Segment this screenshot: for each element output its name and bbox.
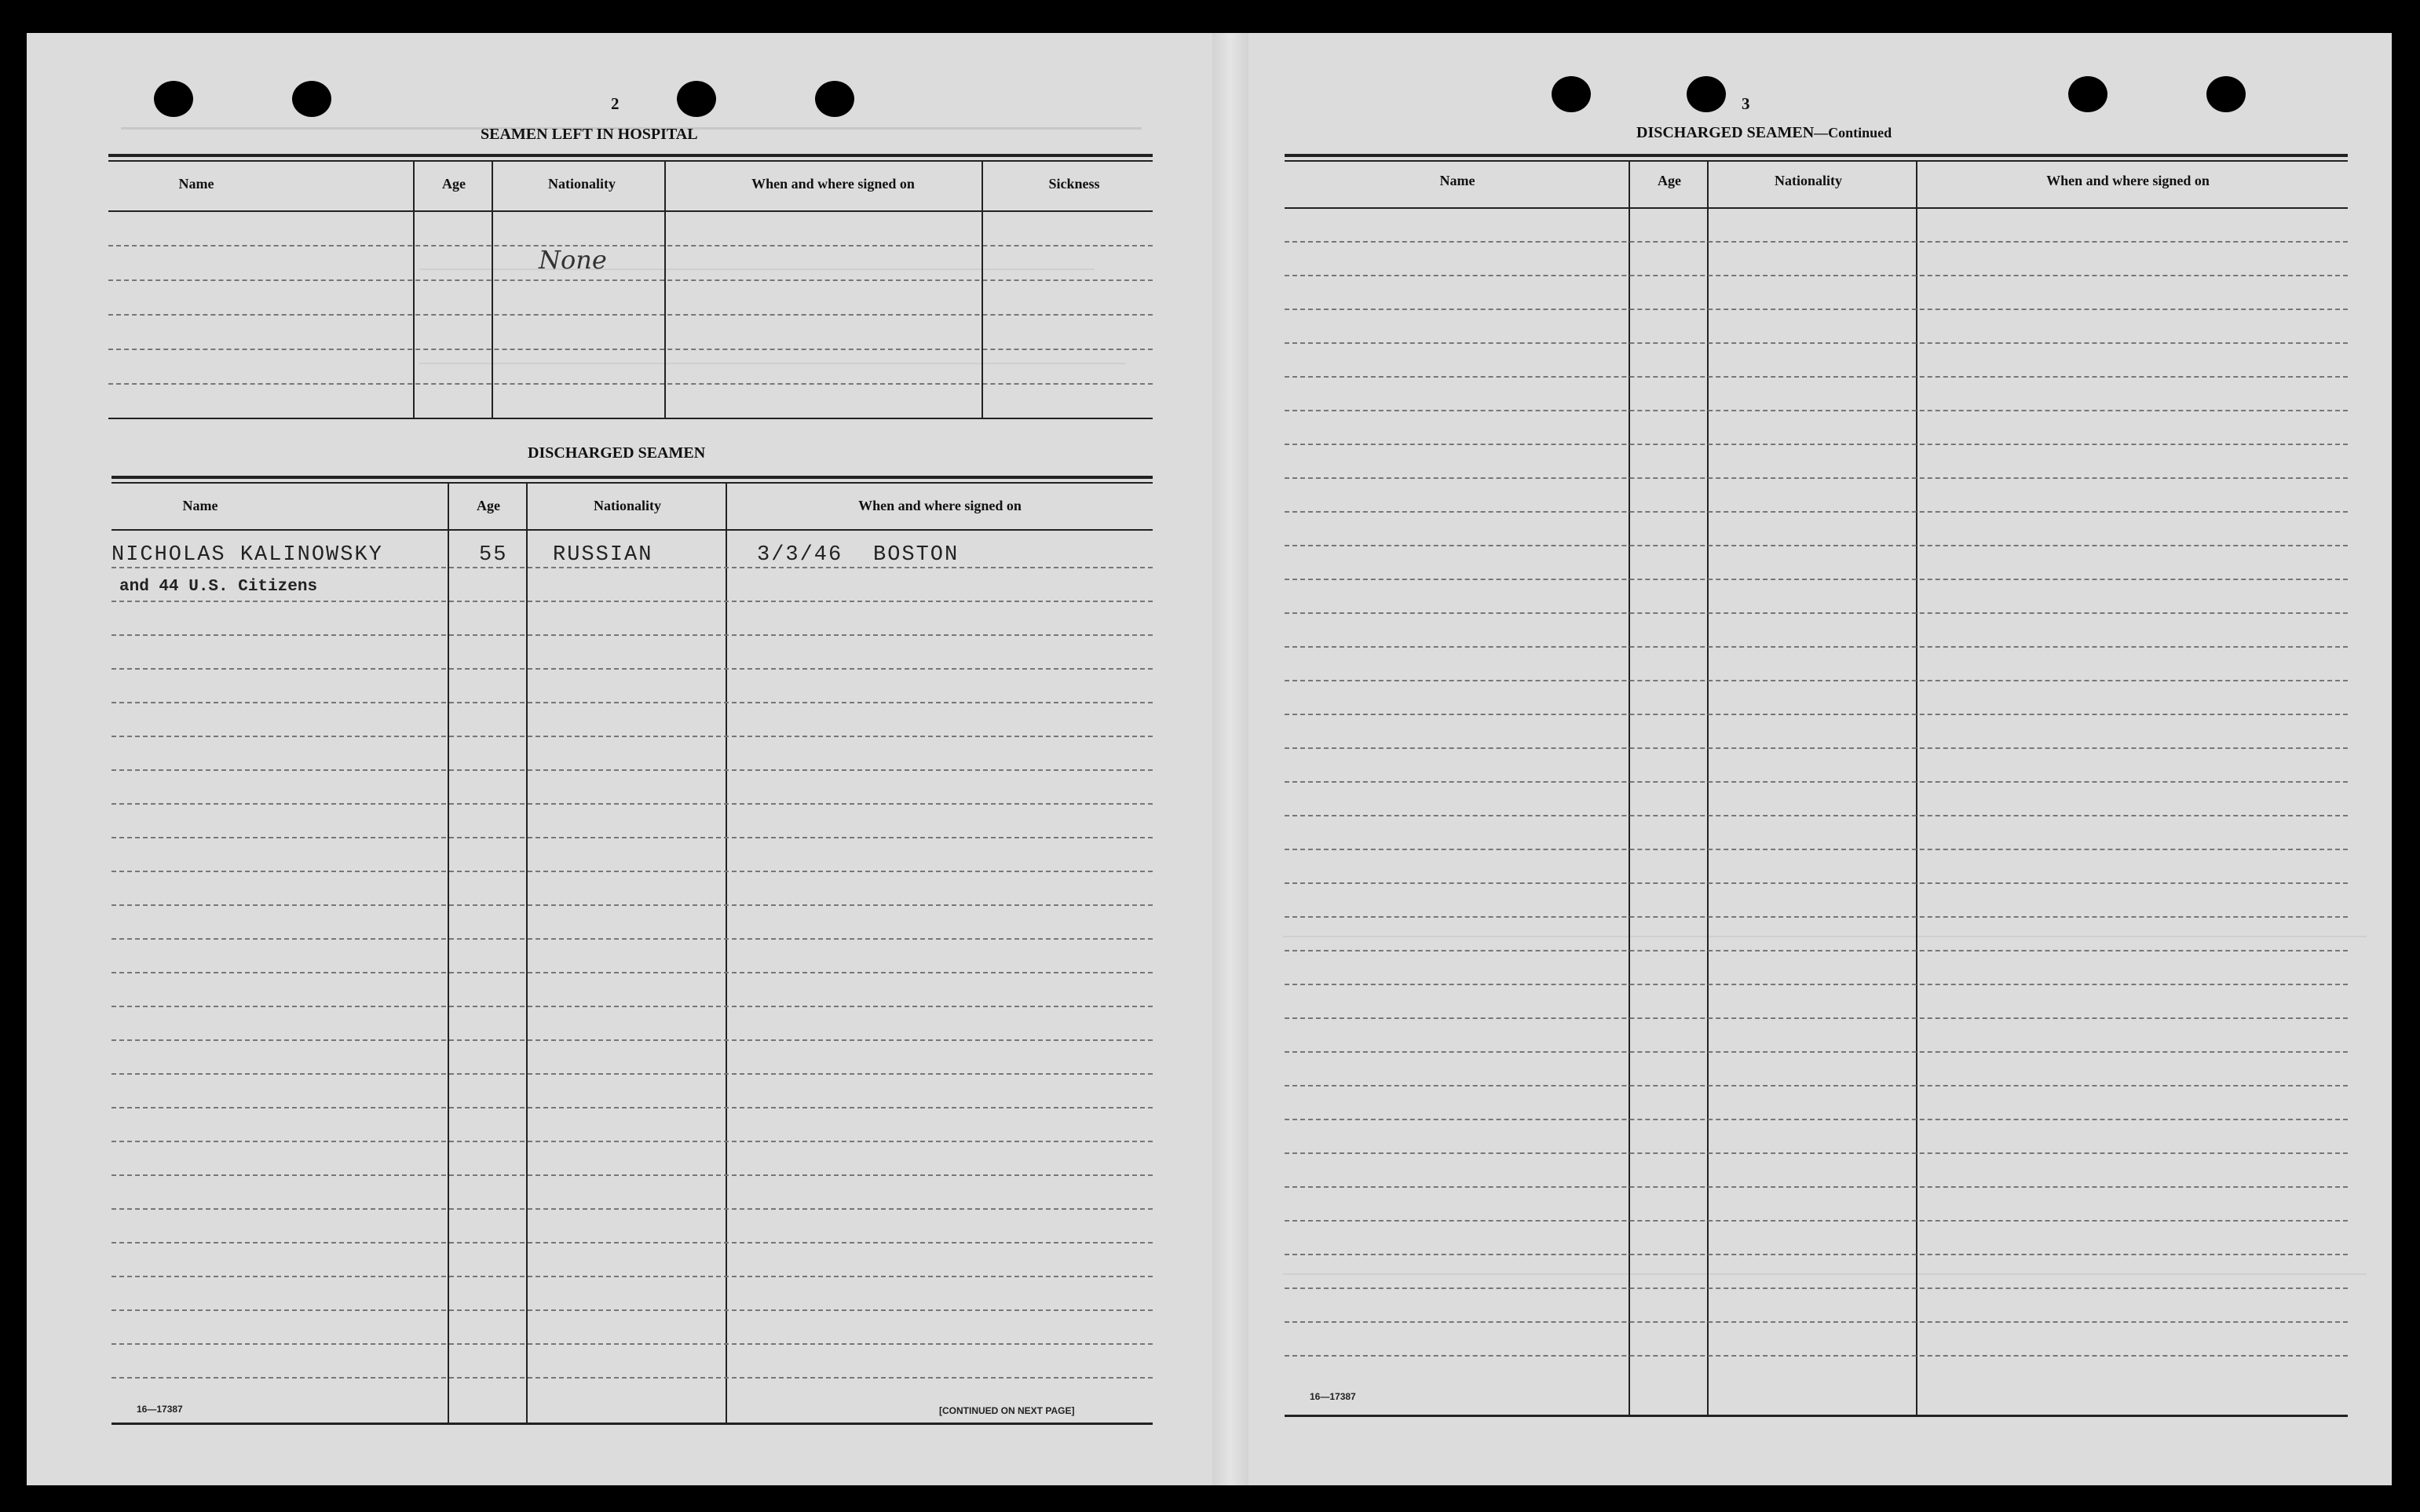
entry-line <box>1285 849 2348 850</box>
column-header-signed-on: When and where signed on <box>751 176 915 192</box>
continued-note: [CONTINUED ON NEXT PAGE] <box>939 1405 1075 1416</box>
entry-line <box>111 1276 1153 1277</box>
entry-line <box>1285 1085 2348 1087</box>
punch-hole <box>292 81 331 117</box>
rule <box>111 1423 1153 1425</box>
rule <box>108 210 1153 212</box>
entry-line <box>111 1208 1153 1210</box>
entry-line <box>111 1174 1153 1176</box>
rule <box>108 154 1153 157</box>
page-number: 3 <box>1742 94 1750 113</box>
entry-line <box>1285 781 2348 783</box>
entry-line <box>1285 444 2348 445</box>
column-header-name: Name <box>178 176 214 192</box>
entry-line <box>1285 477 2348 479</box>
column-divider <box>1707 160 1709 1416</box>
punch-hole <box>677 81 716 117</box>
punch-hole <box>154 81 193 117</box>
column-header-age: Age <box>442 176 466 192</box>
entry-line <box>111 601 1153 602</box>
punch-hole <box>2206 76 2246 112</box>
rule <box>1285 1415 2348 1417</box>
rule <box>1285 154 2348 157</box>
entry-line <box>111 702 1153 703</box>
entry-line <box>111 972 1153 973</box>
punch-hole <box>1552 76 1591 112</box>
column-divider <box>1629 160 1630 1416</box>
entry-line <box>111 634 1153 636</box>
column-header-age: Age <box>477 498 500 513</box>
entry-line <box>108 383 1153 385</box>
entry-line <box>111 668 1153 670</box>
seaman-name: NICHOLAS KALINOWSKY <box>111 543 383 567</box>
entry-line <box>111 1343 1153 1345</box>
entry-line <box>111 1309 1153 1311</box>
entry-line <box>111 904 1153 906</box>
rule <box>1285 160 2348 162</box>
entry-line <box>111 1006 1153 1007</box>
section-title-main: DISCHARGED SEAMEN <box>1636 124 1815 141</box>
entry-line <box>111 769 1153 771</box>
form-number: 16—17387 <box>1310 1391 1356 1402</box>
entry-line <box>108 349 1153 350</box>
entry-line <box>1285 511 2348 513</box>
entry-line <box>1285 1017 2348 1019</box>
entry-line <box>1285 747 2348 749</box>
section-title <box>1636 124 1892 142</box>
entry-line <box>1285 1254 2348 1255</box>
column-divider <box>492 160 493 419</box>
entry-line <box>111 803 1153 805</box>
entry-line <box>1285 1287 2348 1289</box>
entry-line <box>1285 950 2348 951</box>
column-divider <box>982 160 983 419</box>
entry-line <box>1285 275 2348 276</box>
rule <box>111 482 1153 484</box>
entry-line <box>1285 376 2348 378</box>
section-title-suffix: —Continued <box>1814 125 1892 141</box>
punch-hole <box>2068 76 2107 112</box>
entry-line <box>108 314 1153 316</box>
column-header-nationality: Nationality <box>547 176 616 192</box>
entry-line <box>111 1107 1153 1108</box>
column-header-sickness: Sickness <box>1048 176 1100 192</box>
column-header-nationality: Nationality <box>593 498 661 513</box>
seaman-nationality: RUSSIAN <box>553 543 653 567</box>
column-header-signed-on: When and where signed on <box>858 498 1022 513</box>
rule <box>111 476 1153 479</box>
entry-line <box>1285 714 2348 715</box>
entry-line <box>1285 1355 2348 1357</box>
entry-line <box>108 245 1153 247</box>
entry-line <box>111 1242 1153 1244</box>
rule <box>111 529 1153 531</box>
rule <box>108 418 1153 419</box>
entry-line <box>111 1073 1153 1075</box>
column-header-signed-on: When and where signed on <box>2046 173 2210 188</box>
signed-on-place: BOSTON <box>873 543 960 567</box>
seaman-age: 55 <box>479 543 508 567</box>
column-divider <box>526 482 528 1424</box>
entry-line <box>111 837 1153 838</box>
page-number: 2 <box>611 94 620 113</box>
citizens-note: and 44 U.S. Citizens <box>119 578 318 596</box>
entry-line <box>1285 342 2348 344</box>
entry-line <box>1285 241 2348 243</box>
column-divider <box>1916 160 1917 1416</box>
column-header-age: Age <box>1658 173 1681 188</box>
entry-line <box>1285 579 2348 580</box>
entry-line <box>1285 545 2348 546</box>
entry-line <box>1285 1186 2348 1188</box>
entry-line <box>111 1377 1153 1379</box>
entry-line <box>111 736 1153 737</box>
entry-line <box>1285 916 2348 918</box>
entry-line <box>1285 1220 2348 1222</box>
punch-hole <box>815 81 854 117</box>
entry-line <box>1285 1119 2348 1120</box>
entry-line <box>1285 612 2348 614</box>
entry-line <box>1285 410 2348 411</box>
column-header-name: Name <box>1439 173 1475 188</box>
column-divider <box>448 482 449 1424</box>
entry-line <box>108 279 1153 281</box>
entry-line <box>111 567 1153 568</box>
page-fold <box>1212 33 1248 1485</box>
column-divider <box>726 482 727 1424</box>
entry-line <box>111 938 1153 940</box>
entry-line <box>1285 1152 2348 1154</box>
rule <box>1285 207 2348 209</box>
entry-line <box>1285 882 2348 884</box>
column-header-name: Name <box>182 498 218 513</box>
document-sheet <box>27 33 2392 1485</box>
hospital-section-title: SEAMEN LEFT IN HOSPITAL <box>481 126 698 143</box>
entry-line <box>111 871 1153 872</box>
entry-line <box>111 1039 1153 1041</box>
entry-line <box>1285 984 2348 985</box>
punch-hole <box>1687 76 1726 112</box>
entry-line <box>111 1141 1153 1142</box>
entry-line <box>1285 1321 2348 1323</box>
discharged-section-title: DISCHARGED SEAMEN <box>528 444 706 462</box>
entry-line <box>1285 646 2348 648</box>
rule <box>108 160 1153 162</box>
entry-line <box>1285 309 2348 310</box>
handwritten-entry: None <box>539 245 607 275</box>
signed-on-date: 3/3/46 <box>757 543 843 567</box>
column-divider <box>413 160 415 419</box>
entry-line <box>1285 680 2348 681</box>
entry-line <box>1285 1051 2348 1053</box>
entry-line <box>1285 815 2348 816</box>
column-divider <box>664 160 666 419</box>
column-header-nationality: Nationality <box>1774 173 1842 188</box>
form-number: 16—17387 <box>137 1404 183 1415</box>
